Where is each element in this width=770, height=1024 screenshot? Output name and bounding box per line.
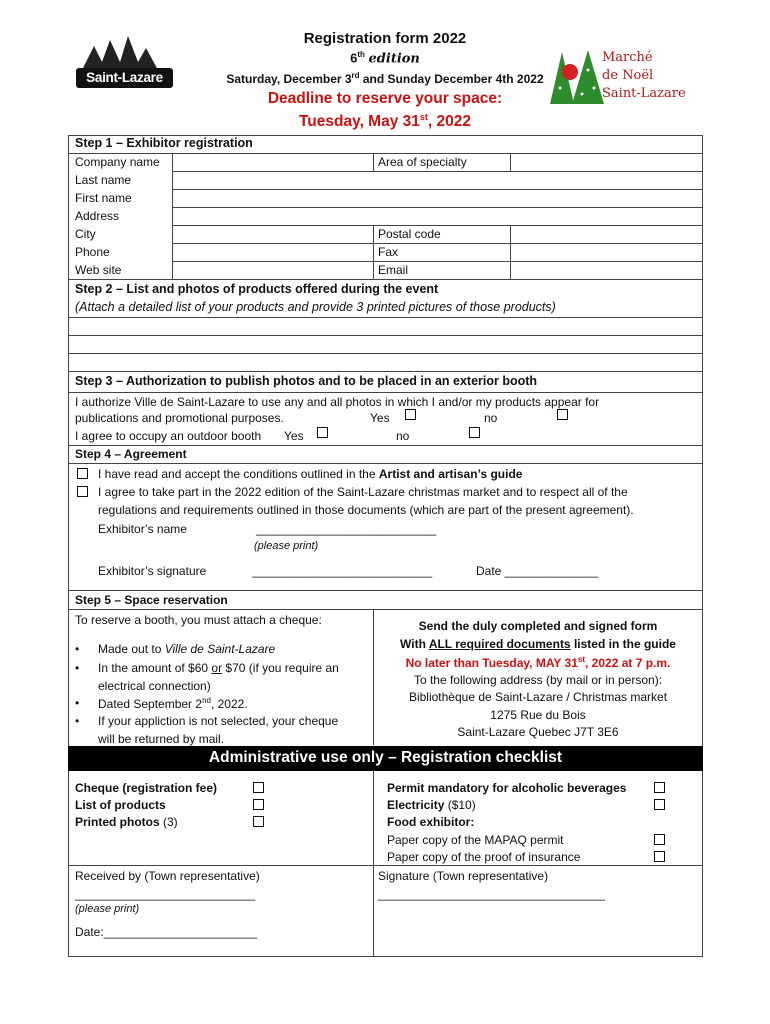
company-label: Company name xyxy=(75,155,160,169)
outdoor-yes-label: Yes xyxy=(284,429,304,443)
send-line-4: To the following address (by mail or in person): xyxy=(413,673,663,687)
phone-label: Phone xyxy=(75,245,110,259)
address-field[interactable] xyxy=(173,208,702,225)
area-label: Area of specialty xyxy=(378,155,467,169)
cheque-checkbox[interactable] xyxy=(253,782,264,793)
email-field[interactable] xyxy=(511,262,702,279)
printed-photos-checkbox[interactable] xyxy=(253,816,264,827)
postal-label: Postal code xyxy=(378,227,441,241)
email-label: Email xyxy=(378,263,409,277)
deadline-heading: Deadline to reserve your space: xyxy=(267,90,503,107)
send-line-5: Bibliothèque de Saint-Lazare / Christmas market xyxy=(408,690,668,704)
logo-left-text: Saint-Lazare xyxy=(86,70,163,85)
step3-line1: I authorize Ville de Saint-Lazare to use any and all photos in which I and/or my products appear for xyxy=(75,395,600,409)
city-label: City xyxy=(75,227,96,241)
edition-line: 6th edition xyxy=(350,50,420,67)
insurance-checkbox[interactable] xyxy=(654,851,665,862)
admin-title: Administrative use only – Registration checklist xyxy=(208,749,563,766)
list-products-checkbox[interactable] xyxy=(253,799,264,810)
deadline-date: Tuesday, May 31st, 2022 xyxy=(298,112,472,131)
last-name-field[interactable] xyxy=(173,172,702,189)
company-field[interactable] xyxy=(173,154,373,171)
website-label: Web site xyxy=(75,263,122,277)
insurance-item: Paper copy of the proof of insurance xyxy=(387,850,581,864)
town-signature-field[interactable]: __________________________________ xyxy=(378,887,605,901)
exhibitor-date-field[interactable]: Date ______________ xyxy=(476,564,599,578)
bullet-1: • Made out to Ville de Saint-Lazare xyxy=(75,642,276,656)
list-products-item: List of products xyxy=(75,798,166,812)
bullet-3: • Dated September 2nd, 2022. xyxy=(75,696,248,711)
form-title: Registration form 2022 xyxy=(303,30,467,47)
step5-title: Step 5 – Space reservation xyxy=(75,593,228,607)
fax-label: Fax xyxy=(378,245,399,259)
outdoor-yes-checkbox[interactable] xyxy=(317,427,328,438)
send-deadline: No later than Tuesday, MAY 31st, 2022 at 7 p.m. xyxy=(405,655,671,670)
product-line-1[interactable] xyxy=(69,318,702,334)
accept-guide-checkbox[interactable] xyxy=(77,468,88,479)
received-by-label: Received by (Town representative) xyxy=(75,869,260,883)
address-label: Address xyxy=(75,209,120,223)
exhibitor-signature-label: Exhibitor’s signature xyxy=(98,564,207,578)
website-field[interactable] xyxy=(173,262,373,279)
send-line-1: Send the duly completed and signed form xyxy=(418,619,658,633)
step3-line2: publications and promotional purposes. xyxy=(75,411,284,425)
admin-please-print: (please print) xyxy=(75,903,140,915)
send-line-7: Saint-Lazare Quebec J7T 3E6 xyxy=(457,725,619,739)
bullet-2-cont: electrical connection) xyxy=(98,679,211,693)
logo-right-line1: Marché xyxy=(602,50,653,65)
postal-field[interactable] xyxy=(511,226,702,243)
take-part-checkbox[interactable] xyxy=(77,486,88,497)
agreement-item2b: regulations and requirements outlined in those documents (which are part of the present agreement). xyxy=(98,503,634,517)
marche-noel-logo xyxy=(548,48,698,110)
publish-yes-checkbox[interactable] xyxy=(405,409,416,420)
please-print-note: (please print) xyxy=(254,540,319,552)
outdoor-no-checkbox[interactable] xyxy=(469,427,480,438)
step1-title: Step 1 – Exhibitor registration xyxy=(75,136,253,150)
town-signature-label: Signature (Town representative) xyxy=(378,869,549,883)
electricity-item: Electricity ($10) xyxy=(387,798,476,812)
step2-title: Step 2 – List and photos of products offered during the event xyxy=(75,282,439,296)
publish-no-checkbox[interactable] xyxy=(557,409,568,420)
step4-title: Step 4 – Agreement xyxy=(75,447,187,461)
exhibitor-name-field[interactable]: ___________________________ xyxy=(256,522,437,536)
last-name-label: Last name xyxy=(75,173,132,187)
fax-field[interactable] xyxy=(511,244,702,261)
city-field[interactable] xyxy=(173,226,373,243)
publish-yes-label: Yes xyxy=(370,411,390,425)
mapaq-permit-checkbox[interactable] xyxy=(654,834,665,845)
exhibitor-signature-field[interactable]: ___________________________ xyxy=(252,564,433,578)
step2-subtitle: (Attach a detailed list of your products and provide 3 printed pictures of those products) xyxy=(75,300,556,314)
alcohol-permit-item: Permit mandatory for alcoholic beverages xyxy=(387,781,627,795)
saint-lazare-logo xyxy=(72,32,177,94)
first-name-label: First name xyxy=(75,191,132,205)
step3-line3: I agree to occupy an outdoor booth xyxy=(75,429,262,443)
printed-photos-item: Printed photos (3) xyxy=(75,815,178,829)
bullet-4-cont: will be returned by mail. xyxy=(98,732,225,746)
publish-no-label: no xyxy=(484,411,498,425)
food-exhibitor-item: Food exhibitor: xyxy=(387,815,475,829)
logo-right-line3: Saint-Lazare xyxy=(602,86,686,101)
outdoor-no-label: no xyxy=(396,429,410,443)
area-field[interactable] xyxy=(511,154,702,171)
logo-right-line2: de Noël xyxy=(602,68,654,83)
alcohol-permit-checkbox[interactable] xyxy=(654,782,665,793)
step3-title: Step 3 – Authorization to publish photos and to be placed in an exterior booth xyxy=(75,374,538,388)
admin-date-field[interactable]: Date:_______________________ xyxy=(75,925,258,939)
product-line-2[interactable] xyxy=(69,336,702,352)
reserve-intro: To reserve a booth, you must attach a cheque: xyxy=(75,613,322,627)
event-dates: Saturday, December 3rd and Sunday December 4th 2022 xyxy=(226,71,544,86)
cheque-item: Cheque (registration fee) xyxy=(75,781,218,795)
first-name-field[interactable] xyxy=(173,190,702,207)
send-line-2: With ALL required documents listed in the guide xyxy=(400,637,676,651)
electricity-checkbox[interactable] xyxy=(654,799,665,810)
bullet-2: • In the amount of $60 or $70 (if you require an xyxy=(75,661,339,675)
product-line-3[interactable] xyxy=(69,354,702,370)
mapaq-permit-item: Paper copy of the MAPAQ permit xyxy=(387,833,564,847)
phone-field[interactable] xyxy=(173,244,373,261)
bullet-4: • If your appliction is not selected, your cheque xyxy=(75,714,339,728)
received-by-field[interactable]: ___________________________ xyxy=(75,887,256,901)
exhibitor-name-label: Exhibitor’s name xyxy=(98,522,187,536)
agreement-item1: I have read and accept the conditions outlined in the Artist and artisan’s guide xyxy=(98,467,523,481)
agreement-item2a: I agree to take part in the 2022 edition of the Saint-Lazare christmas market and to respect all of the xyxy=(98,485,628,499)
send-line-6: 1275 Rue du Bois xyxy=(490,708,586,722)
